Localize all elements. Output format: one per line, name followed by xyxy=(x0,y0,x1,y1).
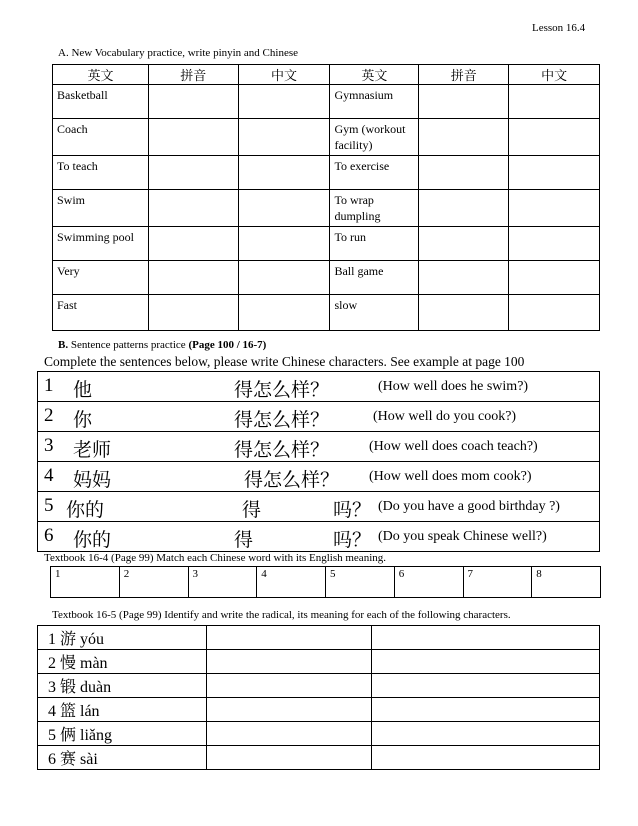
chinese-blank[interactable] xyxy=(238,261,330,295)
sentence-subject: 你的 xyxy=(73,530,112,551)
sentence-english: (How well do you cook?) xyxy=(373,409,517,424)
radical-row xyxy=(38,746,600,770)
sentence-number: 1 xyxy=(44,375,54,396)
radical-blank[interactable] xyxy=(207,698,372,722)
pinyin-blank[interactable] xyxy=(148,295,238,331)
radical-character: 4 篮 lán xyxy=(38,698,207,722)
section-b-heading: Sentence patterns practice xyxy=(70,339,186,351)
pinyin-blank[interactable] xyxy=(419,190,509,227)
chinese-blank[interactable] xyxy=(238,85,330,119)
sentence-number: 5 xyxy=(44,495,54,516)
radical-row xyxy=(38,626,600,650)
vocab-word: slow xyxy=(330,295,419,331)
sentence-cell[interactable] xyxy=(38,432,600,462)
sentence-subject: 妈妈 xyxy=(73,470,112,491)
vocab-word: To wrap dumpling xyxy=(330,190,419,227)
pinyin-blank[interactable] xyxy=(148,119,238,156)
lesson-number: Lesson 16.4 xyxy=(532,22,586,34)
sentence-english: (How well does mom cook?) xyxy=(369,469,532,484)
vocab-word: To teach xyxy=(53,156,149,190)
vocab-row xyxy=(53,119,600,156)
sentence-subject: 老师 xyxy=(73,440,112,461)
radical-character: 6 赛 sài xyxy=(38,746,207,770)
sentence-english: (How well does he swim?) xyxy=(378,379,529,394)
vocab-row xyxy=(53,261,600,295)
sentence-cell[interactable] xyxy=(38,402,600,432)
pinyin-blank[interactable] xyxy=(419,156,509,190)
section-b-instruction: Complete the sentences below, please write Chinese characters. See example at page 100 xyxy=(44,354,525,369)
vocab-word: Ball game xyxy=(330,261,419,295)
section-a-title: A. New Vocabulary practice, write pinyin and Chinese xyxy=(58,47,298,59)
radical-character: 2 慢 màn xyxy=(38,650,207,674)
vocab-word: Very xyxy=(53,261,149,295)
radical-blank[interactable] xyxy=(207,674,372,698)
match-cell[interactable]: 6 xyxy=(394,567,463,598)
sentence-cell[interactable] xyxy=(38,372,600,402)
header-english: 英文 xyxy=(53,65,149,85)
match-row xyxy=(51,567,601,598)
match-cell[interactable]: 7 xyxy=(463,567,532,598)
header-pinyin: 拼音 xyxy=(419,65,509,85)
radical-blank[interactable] xyxy=(207,650,372,674)
chinese-blank[interactable] xyxy=(238,119,330,156)
radical-blank[interactable] xyxy=(207,626,372,650)
sentence-row xyxy=(38,492,600,522)
section-b-label: B. xyxy=(58,339,69,351)
vocab-word: Gymnasium xyxy=(330,85,419,119)
chinese-blank[interactable] xyxy=(238,190,330,227)
vocab-row xyxy=(53,227,600,261)
vocab-row xyxy=(53,295,600,331)
radical-row xyxy=(38,650,600,674)
meaning-blank[interactable] xyxy=(372,698,600,722)
sentence-english: (Do you have a good birthday ?) xyxy=(378,499,560,514)
sentence-pattern: 得怎么样？ xyxy=(244,470,340,491)
sentence-row xyxy=(38,522,600,552)
radical-character: 1 游 yóu xyxy=(38,626,207,650)
match-cell[interactable]: 4 xyxy=(257,567,326,598)
header-chinese: 中文 xyxy=(509,65,600,85)
chinese-blank[interactable] xyxy=(238,295,330,331)
sentence-row xyxy=(38,402,600,432)
vocab-word: To exercise xyxy=(330,156,419,190)
vocab-word: Swim xyxy=(53,190,149,227)
sentence-subject: 他 xyxy=(73,380,93,401)
pinyin-blank[interactable] xyxy=(419,295,509,331)
pinyin-blank[interactable] xyxy=(419,119,509,156)
textbook-match-instruction: Textbook 16-4 (Page 99) Match each Chinese word with its English meaning. xyxy=(44,552,386,564)
pinyin-blank[interactable] xyxy=(148,190,238,227)
sentence-cell[interactable] xyxy=(38,522,600,552)
sentence-ending: 吗？ xyxy=(333,530,372,551)
pinyin-blank[interactable] xyxy=(419,261,509,295)
meaning-blank[interactable] xyxy=(372,650,600,674)
header-english: 英文 xyxy=(330,65,419,85)
section-b-title xyxy=(58,339,266,351)
header-chinese: 中文 xyxy=(238,65,330,85)
vocab-word: To run xyxy=(330,227,419,261)
sentence-cell[interactable] xyxy=(38,492,600,522)
pinyin-blank[interactable] xyxy=(148,227,238,261)
match-cell[interactable]: 1 xyxy=(51,567,120,598)
pinyin-blank[interactable] xyxy=(419,227,509,261)
radical-row xyxy=(38,674,600,698)
radical-row xyxy=(38,722,600,746)
chinese-blank[interactable] xyxy=(509,261,600,295)
sentence-row xyxy=(38,432,600,462)
sentence-subject: 你 xyxy=(73,410,93,431)
header-pinyin: 拼音 xyxy=(148,65,238,85)
sentence-ending: 吗？ xyxy=(333,500,372,521)
radical-character: 5 俩 liǎng xyxy=(38,722,207,746)
sentence-pattern: 得 xyxy=(234,530,254,551)
match-cell[interactable]: 5 xyxy=(326,567,395,598)
section-b-page-ref: (Page 100 / 16-7) xyxy=(188,339,267,351)
match-table xyxy=(50,566,601,598)
pinyin-blank[interactable] xyxy=(419,85,509,119)
chinese-blank[interactable] xyxy=(509,156,600,190)
sentence-row xyxy=(38,372,600,402)
vocab-word: Basketball xyxy=(53,85,149,119)
sentence-row xyxy=(38,462,600,492)
vocab-header-row xyxy=(53,65,600,85)
chinese-blank[interactable] xyxy=(509,85,600,119)
vocab-row xyxy=(53,156,600,190)
pinyin-blank[interactable] xyxy=(148,261,238,295)
vocab-word: Coach xyxy=(53,119,149,156)
chinese-blank[interactable] xyxy=(509,227,600,261)
sentence-pattern: 得怎么样？ xyxy=(234,440,330,461)
sentence-subject: 你的 xyxy=(66,500,105,521)
pinyin-blank[interactable] xyxy=(148,85,238,119)
sentence-pattern: 得怎么样？ xyxy=(234,410,330,431)
chinese-blank[interactable] xyxy=(509,119,600,156)
chinese-blank[interactable] xyxy=(509,190,600,227)
match-cell[interactable]: 3 xyxy=(188,567,257,598)
pinyin-blank[interactable] xyxy=(148,156,238,190)
meaning-blank[interactable] xyxy=(372,746,600,770)
vocab-word: Gym (workout facility) xyxy=(330,119,419,156)
sentence-pattern: 得怎么样？ xyxy=(234,380,330,401)
sentence-number: 4 xyxy=(44,465,54,486)
radical-blank[interactable] xyxy=(207,722,372,746)
sentence-number: 3 xyxy=(44,435,54,456)
meaning-blank[interactable] xyxy=(372,674,600,698)
radical-table xyxy=(37,625,600,770)
sentence-table xyxy=(37,371,600,552)
meaning-blank[interactable] xyxy=(372,626,600,650)
meaning-blank[interactable] xyxy=(372,722,600,746)
sentence-pattern: 得 xyxy=(242,500,262,521)
sentence-english: (How well does coach teach?) xyxy=(369,439,538,454)
vocab-word: Swimming pool xyxy=(53,227,149,261)
vocabulary-table xyxy=(52,64,600,331)
vocab-word: Fast xyxy=(53,295,149,331)
chinese-blank[interactable] xyxy=(509,295,600,331)
chinese-blank[interactable] xyxy=(238,227,330,261)
radical-row xyxy=(38,698,600,722)
chinese-blank[interactable] xyxy=(238,156,330,190)
sentence-cell[interactable] xyxy=(38,462,600,492)
sentence-english: (Do you speak Chinese well?) xyxy=(378,529,547,544)
match-cell[interactable]: 8 xyxy=(532,567,601,598)
radical-character: 3 锻 duàn xyxy=(38,674,207,698)
match-cell[interactable]: 2 xyxy=(119,567,188,598)
vocab-row xyxy=(53,190,600,227)
sentence-number: 6 xyxy=(44,525,54,546)
radical-blank[interactable] xyxy=(207,746,372,770)
sentence-number: 2 xyxy=(44,405,54,426)
textbook-radical-instruction: Textbook 16-5 (Page 99) Identify and write the radical, its meaning for each of the following characters. xyxy=(52,609,511,621)
vocab-row xyxy=(53,85,600,119)
